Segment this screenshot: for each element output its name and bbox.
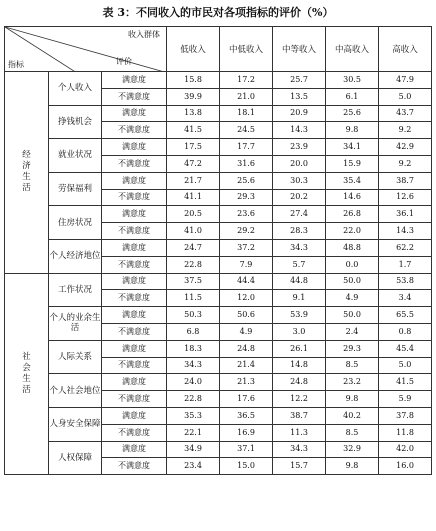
table-row (5, 172, 432, 189)
evaluation-label-cell: 不满意度 (102, 155, 167, 172)
value-cell: 29.3 (326, 340, 379, 357)
value-cell: 21.4 (220, 357, 273, 374)
value-cell: 5.7 (273, 256, 326, 273)
evaluation-label-cell: 不满意度 (102, 391, 167, 408)
value-cell: 17.2 (220, 72, 273, 89)
value-cell: 15.9 (326, 155, 379, 172)
indicator-cell: 劳保福利 (49, 172, 102, 206)
value-cell: 9.8 (326, 458, 379, 475)
evaluation-label-cell: 不满意度 (102, 323, 167, 340)
value-cell: 15.8 (167, 72, 220, 89)
value-cell: 26.1 (273, 340, 326, 357)
value-cell: 6.1 (326, 88, 379, 105)
table-row (5, 239, 432, 256)
value-cell: 35.4 (326, 172, 379, 189)
evaluation-label-cell: 满意度 (102, 239, 167, 256)
value-cell: 37.2 (220, 239, 273, 256)
value-cell: 45.4 (379, 340, 432, 357)
category-cell (5, 72, 49, 274)
value-cell: 25.6 (220, 172, 273, 189)
value-cell: 42.9 (379, 139, 432, 156)
value-cell: 26.8 (326, 206, 379, 223)
table-row (5, 441, 432, 458)
category-label: 经济生活 (22, 150, 31, 194)
evaluation-label-cell: 满意度 (102, 206, 167, 223)
value-cell: 29.2 (220, 223, 273, 240)
value-cell: 38.7 (273, 407, 326, 424)
value-cell: 62.2 (379, 239, 432, 256)
value-cell: 6.8 (167, 323, 220, 340)
value-cell: 11.8 (379, 424, 432, 441)
value-cell: 13.8 (167, 105, 220, 122)
value-cell: 24.7 (167, 239, 220, 256)
evaluation-label-cell: 满意度 (102, 307, 167, 324)
value-cell: 9.8 (326, 391, 379, 408)
value-cell: 21.7 (167, 172, 220, 189)
value-cell: 25.6 (326, 105, 379, 122)
value-cell: 18.3 (167, 340, 220, 357)
value-cell: 12.2 (273, 391, 326, 408)
evaluation-label-cell: 不满意度 (102, 223, 167, 240)
value-cell: 21.3 (220, 374, 273, 391)
table-row (5, 273, 432, 290)
indicator-cell: 人身安全保障 (49, 407, 102, 441)
indicator-cell: 人际关系 (49, 340, 102, 374)
value-cell: 24.0 (167, 374, 220, 391)
value-cell: 53.8 (379, 273, 432, 290)
value-cell: 5.9 (379, 391, 432, 408)
value-cell: 50.3 (167, 307, 220, 324)
value-cell: 23.4 (167, 458, 220, 475)
table-row (5, 72, 432, 89)
evaluation-label-cell: 满意度 (102, 172, 167, 189)
value-cell: 7.9 (220, 256, 273, 273)
value-cell: 22.8 (167, 391, 220, 408)
evaluation-label-cell: 满意度 (102, 340, 167, 357)
value-cell: 53.9 (273, 307, 326, 324)
value-cell: 21.0 (220, 88, 273, 105)
value-cell: 34.9 (167, 441, 220, 458)
value-cell: 13.5 (273, 88, 326, 105)
corner-label-income: 收入群体 (128, 30, 161, 39)
evaluation-label-cell: 不满意度 (102, 458, 167, 475)
column-header: 中等收入 (273, 27, 326, 72)
value-cell: 8.5 (326, 424, 379, 441)
evaluation-label-cell: 不满意度 (102, 357, 167, 374)
value-cell: 16.0 (379, 458, 432, 475)
value-cell: 4.9 (220, 323, 273, 340)
value-cell: 30.5 (326, 72, 379, 89)
indicator-cell: 挣钱机会 (49, 105, 102, 139)
value-cell: 39.9 (167, 88, 220, 105)
value-cell: 20.2 (273, 189, 326, 206)
value-cell: 16.9 (220, 424, 273, 441)
value-cell: 1.7 (379, 256, 432, 273)
evaluation-label-cell: 不满意度 (102, 189, 167, 206)
indicator-cell: 就业状况 (49, 139, 102, 173)
category-label: 社会生活 (22, 351, 31, 395)
value-cell: 48.8 (326, 239, 379, 256)
value-cell: 15.0 (220, 458, 273, 475)
table-row (5, 307, 432, 324)
corner-label-indicator: 指标 (8, 60, 24, 69)
value-cell: 14.3 (379, 223, 432, 240)
evaluation-label-cell: 不满意度 (102, 256, 167, 273)
value-cell: 20.9 (273, 105, 326, 122)
table-row (5, 105, 432, 122)
value-cell: 9.2 (379, 155, 432, 172)
value-cell: 34.1 (326, 139, 379, 156)
evaluation-table (4, 26, 432, 475)
value-cell: 30.3 (273, 172, 326, 189)
header-row (5, 27, 432, 72)
evaluation-label-cell: 满意度 (102, 139, 167, 156)
indicator-cell: 个人收入 (49, 72, 102, 106)
value-cell: 36.5 (220, 407, 273, 424)
table-row (5, 139, 432, 156)
value-cell: 12.6 (379, 189, 432, 206)
evaluation-label-cell: 满意度 (102, 407, 167, 424)
value-cell: 23.9 (273, 139, 326, 156)
value-cell: 8.5 (326, 357, 379, 374)
value-cell: 24.5 (220, 122, 273, 139)
value-cell: 20.0 (273, 155, 326, 172)
value-cell: 32.9 (326, 441, 379, 458)
indicator-cell: 个人社会地位 (49, 374, 102, 408)
value-cell: 41.1 (167, 189, 220, 206)
header-corner-cell (5, 27, 167, 72)
evaluation-label-cell: 满意度 (102, 105, 167, 122)
category-cell (5, 273, 49, 475)
column-header: 高收入 (379, 27, 432, 72)
evaluation-label-cell: 满意度 (102, 273, 167, 290)
evaluation-label-cell: 满意度 (102, 441, 167, 458)
evaluation-label-cell: 不满意度 (102, 88, 167, 105)
value-cell: 41.5 (167, 122, 220, 139)
value-cell: 11.3 (273, 424, 326, 441)
value-cell: 29.3 (220, 189, 273, 206)
value-cell: 20.5 (167, 206, 220, 223)
value-cell: 44.4 (220, 273, 273, 290)
value-cell: 22.8 (167, 256, 220, 273)
column-header: 中低收入 (220, 27, 273, 72)
value-cell: 5.0 (379, 357, 432, 374)
value-cell: 37.5 (167, 273, 220, 290)
value-cell: 37.1 (220, 441, 273, 458)
value-cell: 38.7 (379, 172, 432, 189)
value-cell: 27.4 (273, 206, 326, 223)
evaluation-label-cell: 满意度 (102, 374, 167, 391)
value-cell: 14.8 (273, 357, 326, 374)
value-cell: 41.0 (167, 223, 220, 240)
indicator-cell: 人权保障 (49, 441, 102, 475)
value-cell: 17.7 (220, 139, 273, 156)
table-row (5, 407, 432, 424)
value-cell: 9.1 (273, 290, 326, 307)
value-cell: 50.0 (326, 307, 379, 324)
value-cell: 17.5 (167, 139, 220, 156)
value-cell: 18.1 (220, 105, 273, 122)
value-cell: 34.3 (167, 357, 220, 374)
value-cell: 36.1 (379, 206, 432, 223)
value-cell: 14.6 (326, 189, 379, 206)
value-cell: 0.8 (379, 323, 432, 340)
value-cell: 24.8 (273, 374, 326, 391)
value-cell: 50.6 (220, 307, 273, 324)
value-cell: 9.2 (379, 122, 432, 139)
value-cell: 2.4 (326, 323, 379, 340)
table-row (5, 206, 432, 223)
value-cell: 35.3 (167, 407, 220, 424)
indicator-cell: 个人经济地位 (49, 239, 102, 273)
table-title: 表 3：不同收入的市民对各项指标的评价（%） (102, 6, 334, 19)
indicator-cell: 工作状况 (49, 273, 102, 307)
value-cell: 23.6 (220, 206, 273, 223)
corner-label-evaluation: 评价 (116, 57, 133, 66)
evaluation-label-cell: 不满意度 (102, 424, 167, 441)
value-cell: 42.0 (379, 441, 432, 458)
table-row (5, 374, 432, 391)
indicator-cell: 个人的业余生活 (49, 307, 102, 341)
value-cell: 0.0 (326, 256, 379, 273)
value-cell: 9.8 (326, 122, 379, 139)
evaluation-label-cell: 不满意度 (102, 290, 167, 307)
table-row (5, 340, 432, 357)
value-cell: 34.3 (273, 239, 326, 256)
value-cell: 34.3 (273, 441, 326, 458)
column-header: 中高收入 (326, 27, 379, 72)
indicator-cell: 住房状况 (49, 206, 102, 240)
value-cell: 47.9 (379, 72, 432, 89)
value-cell: 22.0 (326, 223, 379, 240)
value-cell: 50.0 (326, 273, 379, 290)
table-body (5, 72, 432, 475)
value-cell: 5.0 (379, 88, 432, 105)
value-cell: 14.3 (273, 122, 326, 139)
column-header: 低收入 (167, 27, 220, 72)
value-cell: 22.1 (167, 424, 220, 441)
value-cell: 41.5 (379, 374, 432, 391)
value-cell: 43.7 (379, 105, 432, 122)
value-cell: 65.5 (379, 307, 432, 324)
evaluation-label-cell: 不满意度 (102, 122, 167, 139)
value-cell: 3.0 (273, 323, 326, 340)
value-cell: 47.2 (167, 155, 220, 172)
value-cell: 24.8 (220, 340, 273, 357)
value-cell: 44.8 (273, 273, 326, 290)
evaluation-label-cell: 满意度 (102, 72, 167, 89)
value-cell: 28.3 (273, 223, 326, 240)
value-cell: 31.6 (220, 155, 273, 172)
value-cell: 4.9 (326, 290, 379, 307)
value-cell: 40.2 (326, 407, 379, 424)
value-cell: 12.0 (220, 290, 273, 307)
value-cell: 25.7 (273, 72, 326, 89)
value-cell: 3.4 (379, 290, 432, 307)
value-cell: 37.8 (379, 407, 432, 424)
value-cell: 11.5 (167, 290, 220, 307)
value-cell: 17.6 (220, 391, 273, 408)
value-cell: 15.7 (273, 458, 326, 475)
value-cell: 23.2 (326, 374, 379, 391)
